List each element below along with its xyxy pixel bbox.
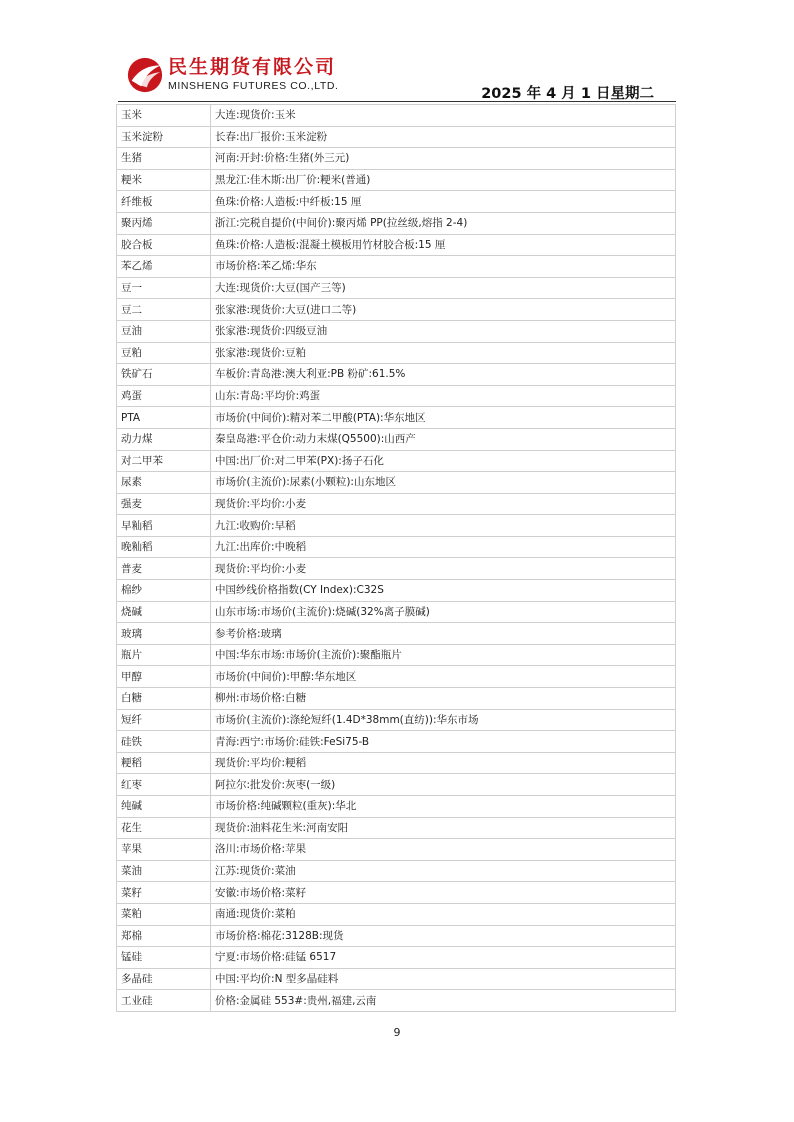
table-row — [117, 968, 676, 990]
price-source-cell: 现货价:平均价:小麦 — [211, 558, 676, 580]
table-row — [117, 364, 676, 386]
commodity-name-cell: 菜籽 — [117, 882, 211, 904]
company-name-en: MINSHENG FUTURES CO.,LTD. — [168, 80, 339, 92]
commodity-name-cell: 豆一 — [117, 277, 211, 299]
table-row — [117, 212, 676, 234]
table-row — [117, 493, 676, 515]
commodity-name-cell: 动力煤 — [117, 428, 211, 450]
price-source-cell: 车板价:青岛港:澳大利亚:PB 粉矿:61.5% — [211, 364, 676, 386]
table-row — [117, 428, 676, 450]
commodity-name-cell: 短纤 — [117, 709, 211, 731]
table-row — [117, 191, 676, 213]
price-source-cell: 张家港:现货价:豆粕 — [211, 342, 676, 364]
price-source-cell: 市场价(中间价):甲醇:华东地区 — [211, 666, 676, 688]
price-source-cell: 中国:出厂价:对二甲苯(PX):扬子石化 — [211, 450, 676, 472]
company-name-cn: 民生期货有限公司 — [168, 56, 337, 78]
commodity-name-cell: PTA — [117, 407, 211, 429]
commodity-name-cell: 玻璃 — [117, 623, 211, 645]
commodity-name-cell: 锰硅 — [117, 947, 211, 969]
table-row — [117, 601, 676, 623]
commodity-name-cell: 粳稻 — [117, 752, 211, 774]
price-source-cell: 黑龙江:佳木斯:出厂价:粳米(普通) — [211, 169, 676, 191]
table-row — [117, 558, 676, 580]
table-row — [117, 774, 676, 796]
table-row — [117, 990, 676, 1012]
price-source-cell: 中国纱线价格指数(CY Index):C32S — [211, 580, 676, 602]
price-source-cell: 大连:现货价:大豆(国产三等) — [211, 277, 676, 299]
commodity-name-cell: 花生 — [117, 817, 211, 839]
table-row — [117, 839, 676, 861]
commodity-name-cell: 聚丙烯 — [117, 212, 211, 234]
table-row — [117, 580, 676, 602]
commodity-name-cell: 苯乙烯 — [117, 256, 211, 278]
price-source-cell: 中国:平均价:N 型多晶硅料 — [211, 968, 676, 990]
table-row — [117, 644, 676, 666]
commodity-name-cell: 尿素 — [117, 472, 211, 494]
minsheng-logo-icon — [126, 56, 164, 94]
table-row — [117, 536, 676, 558]
commodity-name-cell: 普麦 — [117, 558, 211, 580]
table-row — [117, 126, 676, 148]
commodity-name-cell: 鸡蛋 — [117, 385, 211, 407]
table-row — [117, 925, 676, 947]
price-source-cell: 现货价:平均价:小麦 — [211, 493, 676, 515]
price-source-cell: 现货价:平均价:粳稻 — [211, 752, 676, 774]
commodity-name-cell: 胶合板 — [117, 234, 211, 256]
commodity-name-cell: 红枣 — [117, 774, 211, 796]
table-row — [117, 666, 676, 688]
table-row — [117, 860, 676, 882]
price-source-cell: 大连:现货价:玉米 — [211, 105, 676, 127]
table-row — [117, 903, 676, 925]
price-source-cell: 九江:出库价:中晚稻 — [211, 536, 676, 558]
table-row — [117, 277, 676, 299]
price-source-cell: 参考价格:玻璃 — [211, 623, 676, 645]
commodity-name-cell: 晚籼稻 — [117, 536, 211, 558]
price-source-cell: 长春:出厂报价:玉米淀粉 — [211, 126, 676, 148]
price-source-cell: 秦皇岛港:平仓价:动力末煤(Q5500):山西产 — [211, 428, 676, 450]
price-source-cell: 宁夏:市场价格:硅锰 6517 — [211, 947, 676, 969]
commodity-name-cell: 烧碱 — [117, 601, 211, 623]
commodity-name-cell: 玉米淀粉 — [117, 126, 211, 148]
price-source-cell: 南通:现货价:菜粕 — [211, 903, 676, 925]
commodity-name-cell: 豆二 — [117, 299, 211, 321]
company-logo — [126, 56, 339, 94]
price-source-cell: 洛川:市场价格:苹果 — [211, 839, 676, 861]
price-source-cell: 鱼珠:价格:人造板:中纤板:15 厘 — [211, 191, 676, 213]
price-source-cell: 现货价:油料花生米:河南安阳 — [211, 817, 676, 839]
table-row — [117, 320, 676, 342]
commodity-name-cell: 菜粕 — [117, 903, 211, 925]
price-source-cell: 市场价(主流价):涤纶短纤(1.4D*38mm(直纺)):华东市场 — [211, 709, 676, 731]
price-source-table — [116, 104, 676, 1012]
commodity-name-cell: 早籼稻 — [117, 515, 211, 537]
table-row — [117, 148, 676, 170]
table-row — [117, 947, 676, 969]
commodity-name-cell: 豆粕 — [117, 342, 211, 364]
table-row — [117, 169, 676, 191]
price-source-cell: 市场价(中间价):精对苯二甲酸(PTA):华东地区 — [211, 407, 676, 429]
table-row — [117, 882, 676, 904]
table-row — [117, 623, 676, 645]
commodity-name-cell: 瓶片 — [117, 644, 211, 666]
commodity-name-cell: 工业硅 — [117, 990, 211, 1012]
price-source-cell: 柳州:市场价格:白糖 — [211, 688, 676, 710]
table-row — [117, 752, 676, 774]
commodity-name-cell: 棉纱 — [117, 580, 211, 602]
commodity-name-cell: 豆油 — [117, 320, 211, 342]
table-row — [117, 731, 676, 753]
price-source-cell: 浙江:完税自提价(中间价):聚丙烯 PP(拉丝级,熔指 2-4) — [211, 212, 676, 234]
price-source-cell: 市场价格:棉花:3128B:现货 — [211, 925, 676, 947]
commodity-name-cell: 白糖 — [117, 688, 211, 710]
table-row — [117, 515, 676, 537]
table-row — [117, 407, 676, 429]
price-source-cell: 张家港:现货价:四级豆油 — [211, 320, 676, 342]
table-row — [117, 472, 676, 494]
report-date: 2025 年 4 月 1 日星期二 — [481, 86, 654, 102]
commodity-name-cell: 强麦 — [117, 493, 211, 515]
table-row — [117, 299, 676, 321]
price-source-cell: 鱼珠:价格:人造板:混凝土模板用竹材胶合板:15 厘 — [211, 234, 676, 256]
commodity-name-cell: 纤维板 — [117, 191, 211, 213]
price-source-cell: 安徽:市场价格:菜籽 — [211, 882, 676, 904]
commodity-name-cell: 甲醇 — [117, 666, 211, 688]
price-source-cell: 山东:青岛:平均价:鸡蛋 — [211, 385, 676, 407]
commodity-name-cell: 生猪 — [117, 148, 211, 170]
price-source-cell: 市场价(主流价):尿素(小颗粒):山东地区 — [211, 472, 676, 494]
table-row — [117, 385, 676, 407]
commodity-name-cell: 粳米 — [117, 169, 211, 191]
price-source-cell: 河南:开封:价格:生猪(外三元) — [211, 148, 676, 170]
commodity-name-cell: 纯碱 — [117, 796, 211, 818]
price-source-cell: 江苏:现货价:菜油 — [211, 860, 676, 882]
commodity-name-cell: 对二甲苯 — [117, 450, 211, 472]
price-source-cell: 青海:西宁:市场价:硅铁:FeSi75-B — [211, 731, 676, 753]
price-source-cell: 价格:金属硅 553#:贵州,福建,云南 — [211, 990, 676, 1012]
commodity-name-cell: 多晶硅 — [117, 968, 211, 990]
commodity-name-cell: 铁矿石 — [117, 364, 211, 386]
page-number: 9 — [393, 1026, 401, 1039]
table-row — [117, 709, 676, 731]
commodity-name-cell: 硅铁 — [117, 731, 211, 753]
commodity-name-cell: 玉米 — [117, 105, 211, 127]
price-source-cell: 九江:收购价:早稻 — [211, 515, 676, 537]
commodity-name-cell: 郑棉 — [117, 925, 211, 947]
price-source-cell: 山东市场:市场价(主流价):烧碱(32%离子膜碱) — [211, 601, 676, 623]
table-row — [117, 256, 676, 278]
table-row — [117, 342, 676, 364]
table-row — [117, 234, 676, 256]
table-row — [117, 688, 676, 710]
header-divider — [118, 101, 676, 102]
commodity-name-cell: 菜油 — [117, 860, 211, 882]
price-source-cell: 中国:华东市场:市场价(主流价):聚酯瓶片 — [211, 644, 676, 666]
commodity-name-cell: 苹果 — [117, 839, 211, 861]
table-row — [117, 796, 676, 818]
price-source-cell: 张家港:现货价:大豆(进口二等) — [211, 299, 676, 321]
table-row — [117, 817, 676, 839]
page-header — [118, 52, 676, 102]
table-row — [117, 450, 676, 472]
price-source-cell: 市场价格:纯碱颗粒(重灰):华北 — [211, 796, 676, 818]
price-source-cell: 市场价格:苯乙烯:华东 — [211, 256, 676, 278]
table-row — [117, 105, 676, 127]
price-source-cell: 阿拉尔:批发价:灰枣(一级) — [211, 774, 676, 796]
